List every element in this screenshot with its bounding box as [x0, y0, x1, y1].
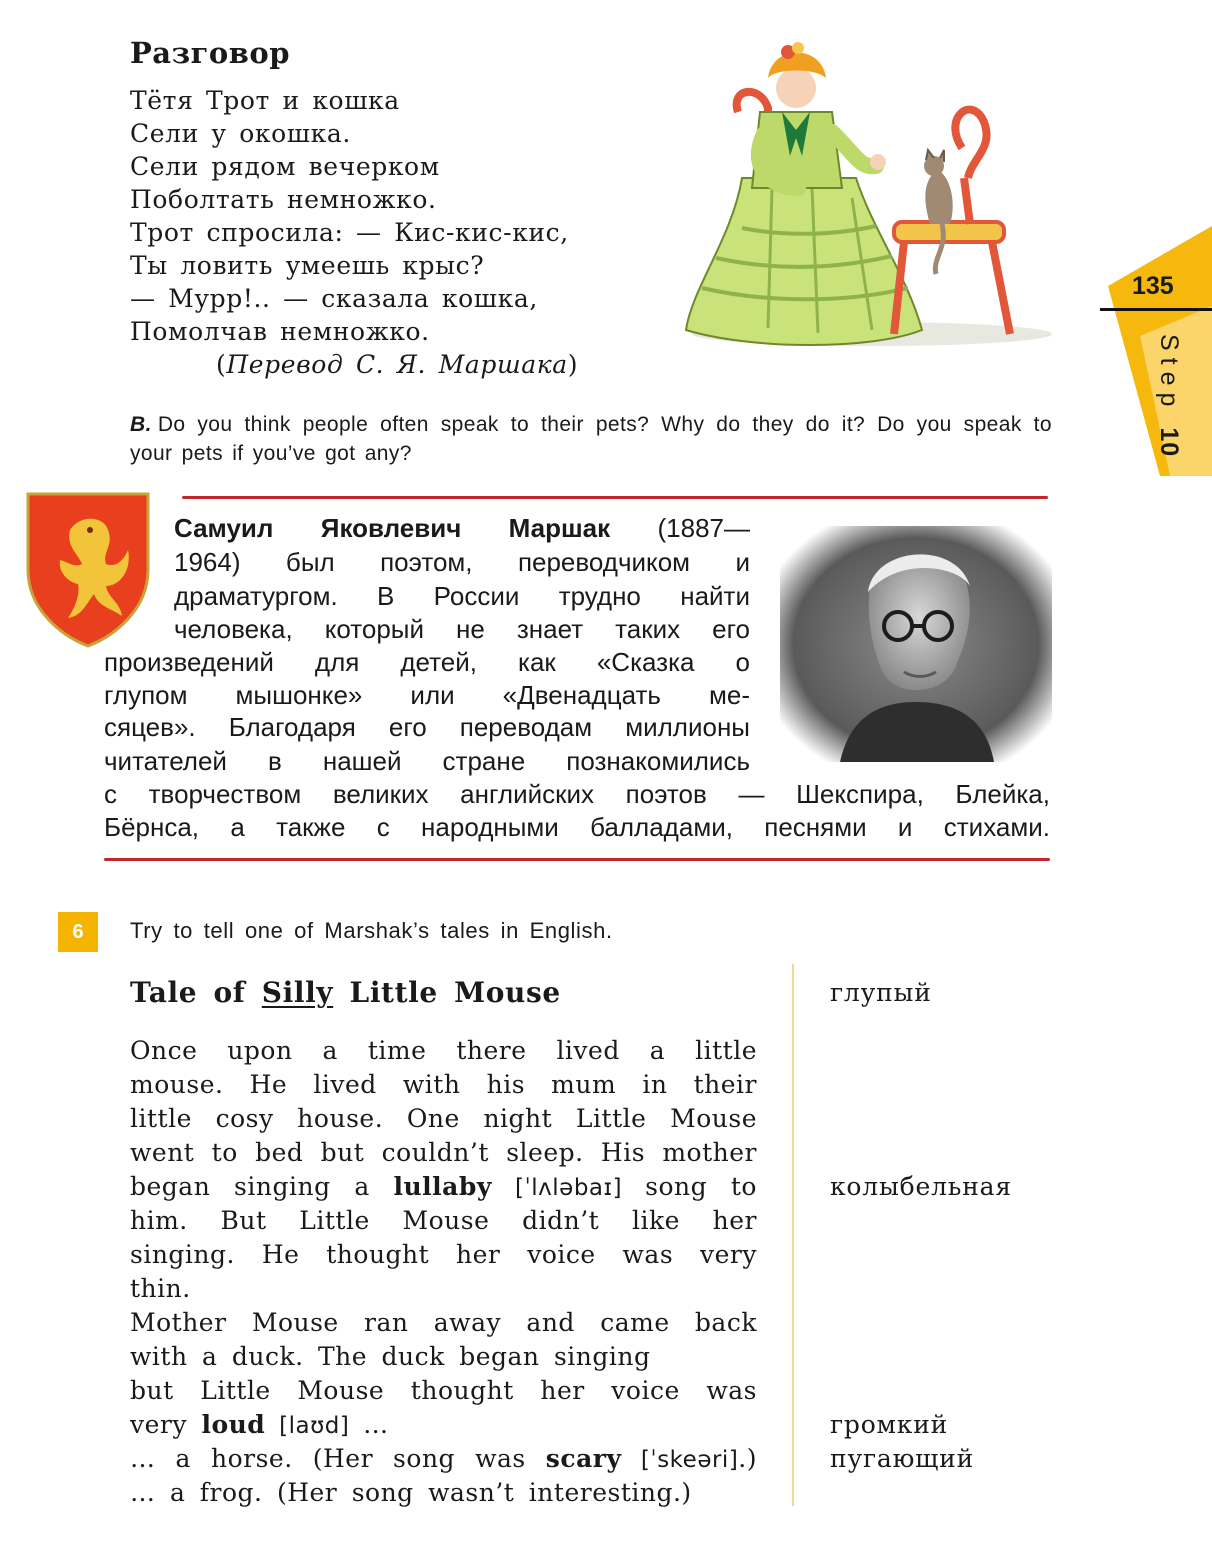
bio-top-rule: [182, 496, 1048, 499]
tale-line: with a duck. The duck began singing: [130, 1342, 651, 1371]
poem-line: Поболтать немножко.: [130, 185, 437, 214]
bio-line: драматургом. В России трудно найти: [174, 581, 750, 611]
question-b: [130, 410, 1052, 468]
bio-line: человека, который не знает таких его: [174, 614, 750, 644]
question-letter: B.: [130, 413, 152, 436]
bio-line: Самуил Яковлевич Маршак (1887—: [174, 513, 750, 543]
page-number: 135: [1132, 272, 1174, 300]
step-label: Step 10: [1155, 334, 1183, 458]
tale-line: … a frog. (Her song wasn’t interesting.): [130, 1478, 692, 1507]
tale-line: mouse. He lived with his mum in their: [130, 1070, 757, 1099]
bio-line: сяцев». Благодаря его переводам миллионы: [104, 712, 750, 742]
exercise-instruction: Try to tell one of Marshak’s tales in English.: [130, 918, 613, 943]
tale-title: Tale of Silly Little Mouse: [130, 976, 561, 1009]
tale-line: singing. He thought her voice was very: [130, 1240, 757, 1269]
bio-line: произведений для детей, как «Сказка о: [104, 647, 750, 677]
tale-line: Once upon a time there lived a little: [130, 1036, 757, 1065]
tale-line: but Little Mouse thought her voice was: [130, 1376, 757, 1405]
tab-divider: [1100, 308, 1212, 311]
tale-line: began singing a lullaby [ˈlʌləbaɪ] song to: [130, 1172, 757, 1201]
exercise-number-badge: 6: [58, 912, 98, 952]
tale-line: … a horse. (Her song was scary [ˈskeəri].): [130, 1444, 757, 1473]
poem-line: Тётя Трот и кошка: [130, 86, 400, 115]
tale-line: thin.: [130, 1274, 191, 1303]
bio-line: Бёрнса, а также с народными балладами, песнями и стихами.: [104, 812, 1050, 842]
bio-line: глупом мышонке» или «Двенадцать ме-: [104, 680, 750, 710]
bio-bottom-rule: [104, 858, 1050, 861]
lion-crest-icon: [24, 490, 152, 650]
tale-line: little cosy house. One night Little Mouse: [130, 1104, 757, 1133]
tale-line: him. But Little Mouse didn’t like her: [130, 1206, 757, 1235]
marshak-portrait: [780, 526, 1052, 762]
underlined-word: Silly: [261, 976, 334, 1009]
poem: [130, 84, 630, 381]
gloss-silly: глупый: [830, 978, 932, 1007]
tale-line: went to bed but couldn’t sleep. His mother: [130, 1138, 757, 1167]
poem-line: — Мурр!.. — сказала кошка,: [130, 284, 538, 313]
poem-title: Разговор: [130, 36, 290, 70]
bio-line: читателей в нашей стране познакомились: [104, 746, 750, 776]
poem-line: Трот спросила: — Кис-кис-кис,: [130, 218, 569, 247]
poem-credit: (Перевод С. Я. Маршака): [216, 350, 579, 379]
poem-line: Ты ловить умеешь крыс?: [130, 251, 485, 280]
question-text: Do you think people often speak to their pets? Why do they do it? Do you speak to your pets if you’ve got any?: [130, 413, 1052, 465]
gloss-loud: громкий: [830, 1410, 949, 1439]
aunt-trot-and-cat-illustration: [672, 38, 1052, 368]
tale-line: very loud [laʊd] …: [130, 1410, 389, 1439]
gloss-lullaby: колыбельная: [830, 1172, 1012, 1201]
bio-line: с творчеством великих английских поэтов — Шекспира, Блейка,: [104, 779, 1050, 809]
tale-line: Mother Mouse ran away and came back: [130, 1308, 757, 1337]
bio-name: Самуил Яковлевич Маршак: [174, 513, 611, 543]
glossary-divider: [792, 964, 794, 1506]
gloss-scary: пугающий: [830, 1444, 975, 1473]
poem-line: Сели рядом вечерком: [130, 152, 440, 181]
poem-line: Помолчав немножко.: [130, 317, 430, 346]
poem-line: Сели у окошка.: [130, 119, 351, 148]
bio-line: 1964) был поэтом, переводчиком и: [174, 547, 750, 577]
